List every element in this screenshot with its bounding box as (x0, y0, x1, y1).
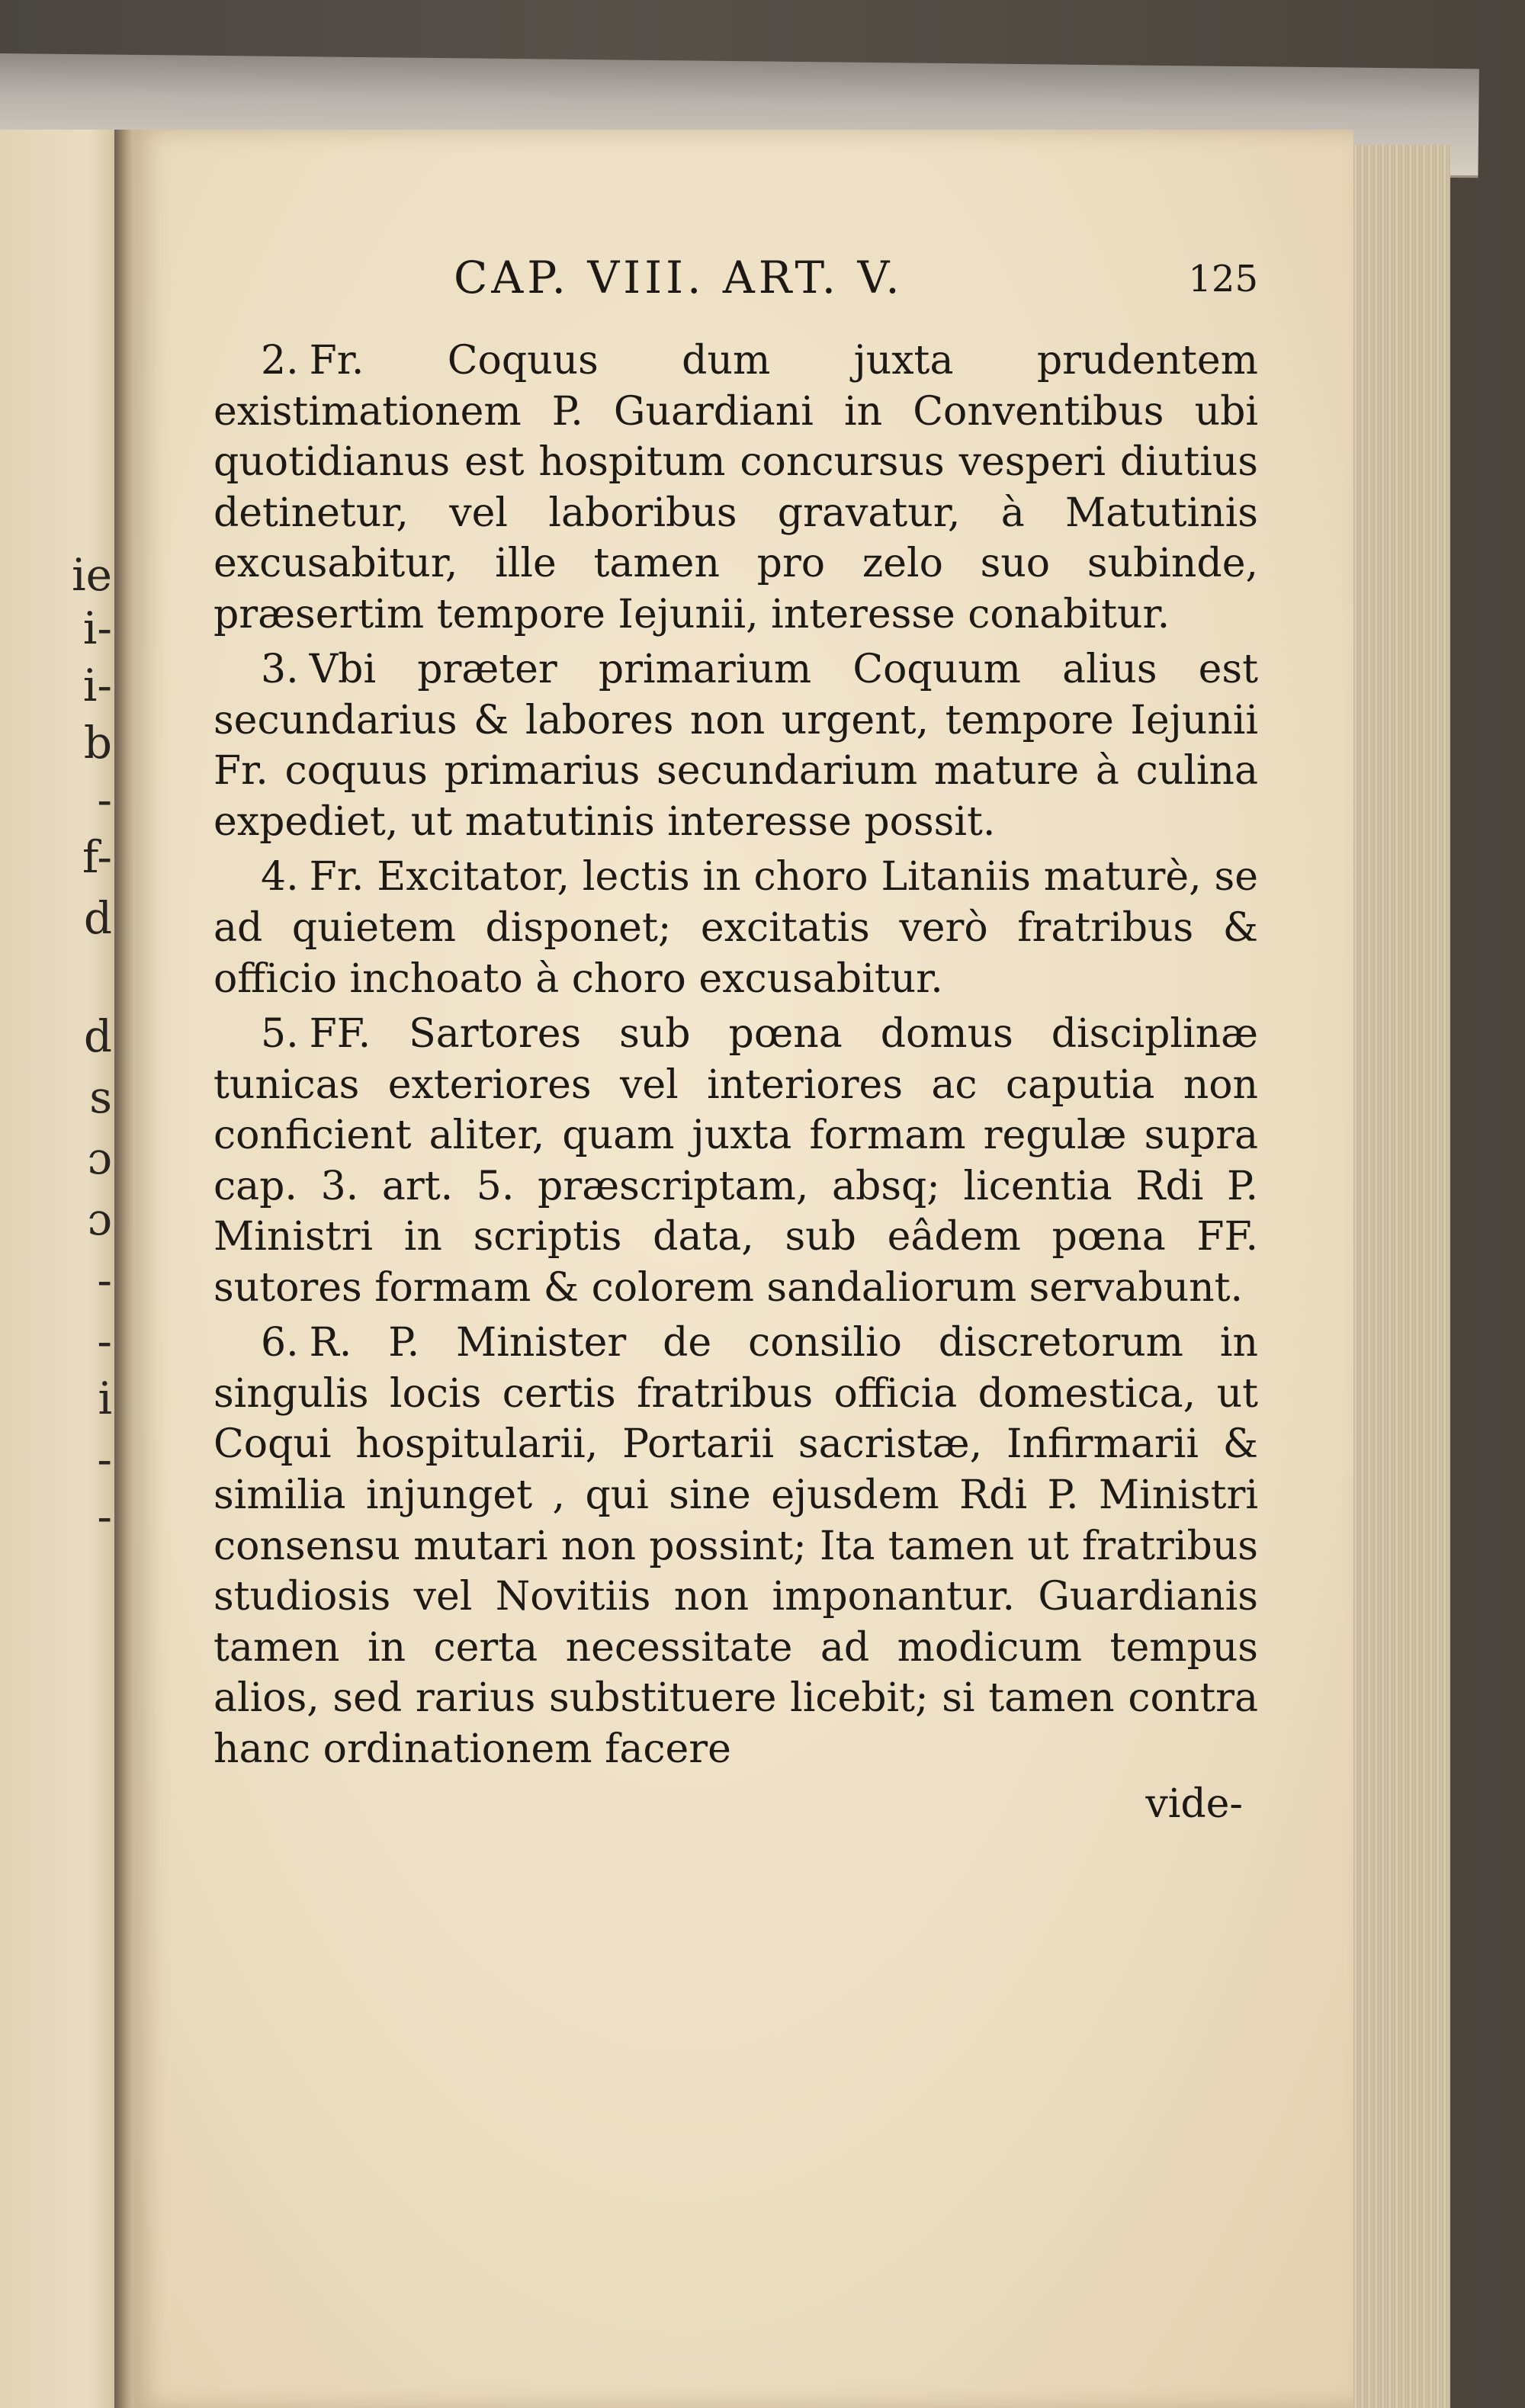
paragraph-text: Fr. Excitator, lectis in choro Litaniis maturè, se ad quietem disponet; excitatis verò fratribus & officio inchoato à choro excusabitur. (214, 854, 1258, 1002)
left-page-fragment: i- (82, 660, 112, 711)
paragraph-number: 3. (261, 647, 299, 693)
left-page-fragment: - (97, 774, 112, 826)
left-page-fragment: ɔ (87, 1193, 112, 1245)
left-page-fragment: ɔ (87, 1132, 112, 1184)
paragraph-text: Vbi præter primarium Coquum alius est secundarius & labores non urgent, tempore Iejunii Fr. coquus primarius secundarium mature à culina expediet, ut matutinis interesse possit. (214, 647, 1258, 845)
left-page-fragment: d (83, 1010, 112, 1062)
left-page-fragment: ie (72, 549, 112, 601)
paragraph-number: 5. (261, 1011, 299, 1058)
page-body (214, 336, 1258, 1830)
paragraph (214, 336, 1258, 640)
paragraph-text: R. P. Minister de consilio discretorum in singulis locis certis fratribus officia domestica, ut Coqui hospitularii, Portarii sacristæ, Infirmarii & similia injunget , qui sine ejusdem Rdi P. Ministri consensu mutari non possint; Ita tamen ut fratribus studiosis vel Novitiis non imponantur. Guardianis tamen in certa necessitate ad modicum tempus alios, sed rarius substituere licebit; si tamen contra hanc ordinationem facere (214, 1320, 1258, 1772)
paragraph-number: 4. (261, 854, 299, 901)
paragraph-text: FF. Sartores sub pœna domus disciplinæ tunicas exteriores vel interiores ac caputia non conficient aliter, quam juxta formam regulæ supra cap. 3. art. 5. præscriptam, absq; licentia Rdi P. Ministri in scriptis data, sub eâdem pœna FF. sutores formam & colorem sandaliorum servabunt. (214, 1011, 1258, 1311)
running-head (320, 252, 1258, 313)
paragraph (214, 1009, 1258, 1313)
page-block-edges (1350, 145, 1450, 2408)
running-head-title: CAP. VIII. ART. V. (454, 252, 904, 303)
left-page-fragment: i (98, 1373, 112, 1424)
left-page-fragment: s (89, 1071, 112, 1123)
catchword: vide- (1145, 1781, 1243, 1828)
left-page-fragment: - (97, 1491, 112, 1543)
paragraph-text: Fr. Coquus dum juxta prudentem existimationem P. Guardiani in Conventibus ubi quotidianus est hospitum concursus vesperi diutius detinetur, vel laboribus gravatur, à Matutinis excusabitur, ille tamen pro zelo suo subinde, præsertim tempore Iejunii, interesse conabitur. (214, 338, 1258, 637)
paragraph-number: 6. (261, 1320, 299, 1366)
left-page-fragment: f- (82, 831, 112, 883)
left-page-fragment: - (97, 1434, 112, 1485)
left-page-fragment: - (97, 1254, 112, 1306)
left-page-fragment: b (83, 717, 112, 769)
page-number: 125 (1188, 258, 1258, 300)
paragraph-number: 2. (261, 338, 299, 384)
paragraph (214, 1318, 1258, 1774)
paragraph (214, 644, 1258, 847)
left-page-fragment: - (97, 1315, 112, 1367)
left-facing-page (0, 130, 128, 2408)
left-page-fragment: i- (82, 602, 112, 654)
paragraph (214, 852, 1258, 1004)
left-page-fragment: d (83, 892, 112, 944)
catchword-row (214, 1779, 1258, 1830)
